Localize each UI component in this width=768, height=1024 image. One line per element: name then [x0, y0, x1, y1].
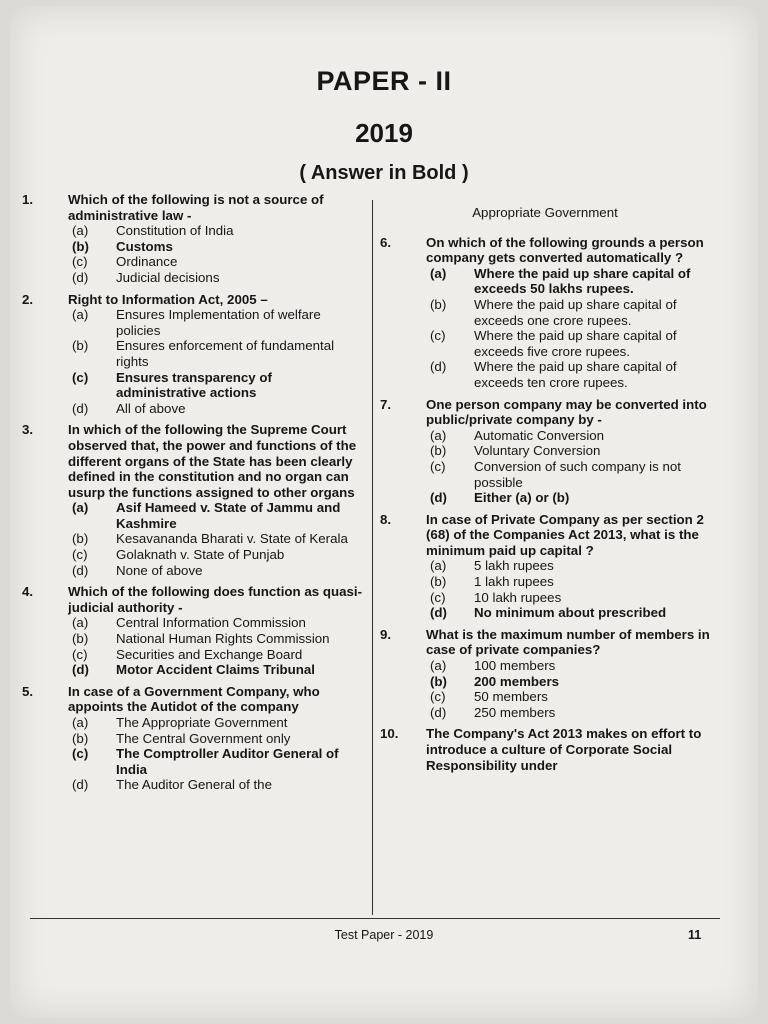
footer-divider [30, 918, 720, 919]
option-text: The Comptroller Auditor General of India [116, 746, 339, 777]
option-label: (d) [430, 359, 447, 375]
option-text: The Appropriate Government [116, 715, 288, 730]
answer-option-correct [426, 674, 710, 690]
answer-option [68, 338, 362, 369]
option-label: (b) [430, 673, 447, 689]
option-text: Conversion of such company is not possible [474, 458, 681, 490]
answer-option [68, 223, 362, 239]
question-number: 6. [380, 234, 392, 250]
option-label: (a) [72, 715, 89, 730]
option-label: (b) [430, 574, 447, 590]
right-question-list [380, 235, 710, 774]
option-label: (a) [72, 500, 89, 516]
option-text: 10 lakh rupees [474, 589, 562, 605]
option-text: Securities and Exchange Board [116, 646, 303, 662]
left-column [22, 192, 362, 799]
option-label: (d) [430, 490, 447, 506]
question-item [380, 726, 710, 773]
answer-option [426, 428, 710, 444]
option-label: (c) [72, 254, 88, 270]
option-text: Central Information Commission [116, 615, 306, 631]
question-item [22, 584, 362, 678]
option-label: (d) [72, 662, 89, 678]
question-text: In case of Private Company as per section 2 (68) of the Companies Act 2013, what is the minimum paid up capital ? [426, 511, 704, 558]
paper-year: 2019 [355, 118, 413, 148]
option-label: (b) [72, 338, 89, 354]
option-text: 200 members [474, 673, 560, 689]
column-divider [372, 200, 373, 915]
question-item [380, 512, 710, 621]
option-text: Customs [116, 238, 173, 254]
option-text: 5 lakh rupees [474, 558, 554, 574]
option-label: (b) [72, 531, 89, 547]
answer-option [68, 777, 362, 793]
answer-option-correct [426, 266, 710, 297]
option-label: (b) [430, 443, 447, 459]
option-text: The Central Government only [116, 730, 291, 746]
answer-option-correct [426, 605, 710, 621]
option-label: (d) [430, 704, 447, 720]
option-text: 100 members [474, 658, 556, 674]
option-text: All of above [116, 400, 186, 416]
option-label: (a) [72, 615, 89, 631]
answer-option [426, 459, 710, 490]
option-label: (a) [430, 558, 447, 574]
answer-option [426, 590, 710, 606]
answer-option [68, 401, 362, 417]
option-label: (c) [430, 689, 446, 705]
question-number: 7. [380, 396, 392, 412]
question-text: Which of the following does function as quasi-judicial authority - [68, 584, 362, 615]
question-text: In case of a Government Company, who appoints the Autidot of the company [68, 683, 320, 715]
answer-option [68, 547, 362, 563]
question-text: On which of the following grounds a person company gets converted automatically ? [426, 234, 704, 266]
option-label: (a) [72, 307, 89, 323]
option-text: Either (a) or (b) [474, 490, 570, 506]
question-number: 9. [380, 626, 392, 642]
answer-option [68, 531, 362, 547]
option-label: (c) [72, 369, 89, 385]
question-text: Which of the following is not a source of administrative law - [68, 192, 324, 223]
question-text: One person company may be converted into public/private company by - [426, 396, 707, 428]
answer-option-correct [68, 239, 362, 255]
answer-option [68, 270, 362, 286]
question-text: What is the maximum number of members in case of private companies? [426, 626, 710, 658]
question-number: 4. [22, 584, 34, 600]
option-label: (d) [72, 777, 89, 793]
answer-option [68, 307, 362, 338]
option-text: The Auditor General of the [116, 777, 272, 793]
answer-option [426, 574, 710, 590]
option-text: Automatic Conversion [474, 427, 605, 443]
option-label: (c) [72, 646, 88, 662]
question-item [380, 397, 710, 506]
option-text: 50 members [474, 689, 548, 705]
footer-title: Test Paper - 2019 [334, 928, 434, 942]
question-text: In which of the following the Supreme Court observed that, the power and functions of the different organs of the State has been clearly defined in the constitution and no organ can usurp the functions assigned to other organs [68, 422, 357, 500]
option-label: (c) [430, 589, 446, 605]
option-text: No minimum about prescribed [474, 605, 667, 621]
option-label: (d) [72, 562, 89, 578]
option-text: Voluntary Conversion [474, 443, 601, 459]
question-number: 10. [380, 726, 399, 742]
option-text: Ensures transparency of administrative actions [116, 369, 272, 401]
question-item [22, 422, 362, 578]
option-label: (a) [430, 427, 447, 443]
answer-option-correct [68, 746, 362, 777]
question-item [22, 292, 362, 417]
question-number: 1. [22, 192, 34, 207]
option-text: 1 lakh rupees [474, 574, 554, 590]
question-number: 8. [380, 511, 392, 527]
option-text: Judicial decisions [116, 269, 220, 285]
option-label: (c) [72, 746, 89, 762]
option-text: 250 members [474, 704, 556, 720]
continuation-text: Appropriate Government [472, 205, 618, 220]
answer-option [426, 359, 710, 390]
question-text: Right to Information Act, 2005 – [68, 291, 268, 307]
option-text: Kesavananda Bharati v. State of Kerala [116, 531, 348, 547]
answer-option [68, 715, 362, 731]
question-item [380, 627, 710, 721]
option-text: Where the paid up share capital of exceeds ten crore rupees. [474, 359, 677, 390]
answer-option [68, 647, 362, 663]
question-text: The Company's Act 2013 makes on effort to introduce a culture of Corporate Social Responsibility under [426, 726, 702, 773]
option-label: (d) [72, 269, 89, 285]
answer-option-correct [68, 662, 362, 678]
option-label: (d) [430, 605, 447, 621]
question-number: 5. [22, 683, 34, 699]
question-number: 3. [22, 422, 34, 438]
option-text: Where the paid up share capital of exceeds one crore rupees. [474, 296, 677, 328]
answer-option [426, 705, 710, 721]
option-label: (c) [430, 328, 446, 344]
option-label: (b) [72, 631, 89, 647]
answer-option-correct [426, 490, 710, 506]
option-text: None of above [116, 562, 203, 578]
answer-option [426, 297, 710, 328]
option-text: Where the paid up share capital of exceeds 50 lakhs rupees. [474, 265, 691, 297]
answer-option-correct [68, 500, 362, 531]
page-number: 11 [688, 928, 702, 942]
question-number: 2. [22, 291, 34, 307]
option-text: Where the paid up share capital of exceeds five crore rupees. [474, 328, 677, 359]
option-label: (b) [430, 296, 447, 312]
answer-option [68, 563, 362, 579]
question-item [380, 235, 710, 391]
answer-option [68, 615, 362, 631]
option-text: Ordinance [116, 254, 178, 270]
option-text: Golaknath v. State of Punjab [116, 547, 285, 563]
option-label: (b) [72, 730, 89, 746]
answer-option [426, 443, 710, 459]
answer-note: ( Answer in Bold ) [299, 162, 469, 184]
answer-option [68, 731, 362, 747]
option-label: (d) [72, 400, 89, 416]
option-text: Motor Accident Claims Tribunal [116, 662, 315, 678]
option-text: Ensures enforcement of fundamental rights [116, 338, 335, 369]
option-text: Constitution of India [116, 223, 234, 239]
answer-option [426, 558, 710, 574]
option-text: Asif Hameed v. State of Jammu and Kashmire [116, 500, 341, 531]
right-column [380, 205, 710, 779]
option-label: (c) [430, 458, 446, 474]
answer-option [426, 328, 710, 359]
question-item [22, 192, 362, 286]
answer-option-correct [68, 370, 362, 401]
option-text: Ensures Implementation of welfare policies [116, 307, 321, 338]
paper-title: PAPER - II [316, 66, 452, 96]
option-label: (c) [72, 547, 88, 563]
question-item [22, 684, 362, 793]
answer-option [68, 631, 362, 647]
answer-option [426, 658, 710, 674]
option-text: National Human Rights Commission [116, 631, 330, 647]
option-label: (b) [72, 238, 89, 254]
option-label: (a) [430, 265, 447, 281]
answer-option [68, 254, 362, 270]
option-label: (a) [72, 223, 89, 239]
answer-option [426, 689, 710, 705]
option-label: (a) [430, 658, 447, 674]
